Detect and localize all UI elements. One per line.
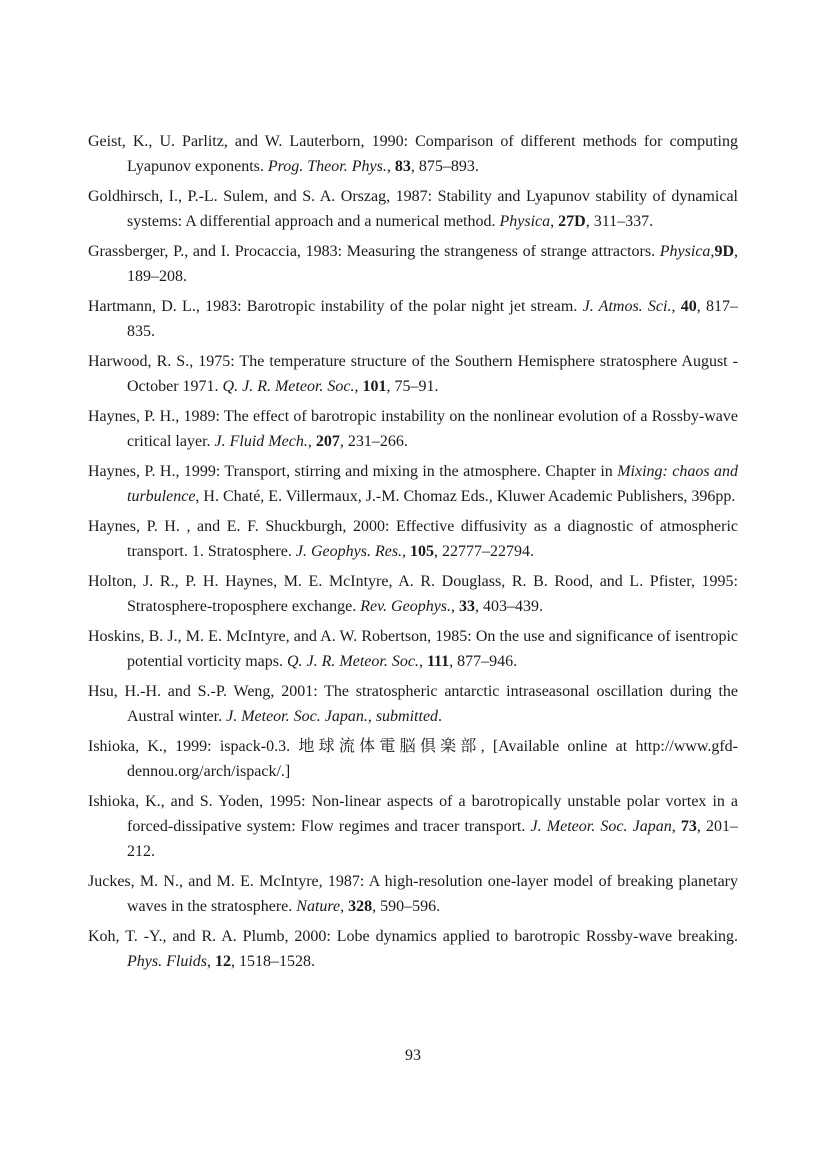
reference-segment: Geist, K., U. Parlitz, and W. Lauterborn, 1990: Comparison of different methods for computing Lyapunov exponents. xyxy=(88,133,738,175)
reference-segment: Holton, J. R., P. H. Haynes, M. E. McIntyre, A. R. Douglass, R. B. Rood, and L. Pfister, 1995: Stratosphere-troposphere exchange. xyxy=(88,573,738,615)
reference-segment: , 1518–1528. xyxy=(231,953,315,970)
reference-segment: Koh, T. -Y., and R. A. Plumb, 2000: Lobe dynamics applied to barotropic Rossby-wave breaking. xyxy=(88,928,738,945)
reference-segment: 105 xyxy=(410,543,435,560)
reference-segment: , xyxy=(402,543,411,560)
reference-segment: 27D xyxy=(558,213,586,230)
reference-segment: , xyxy=(307,433,316,450)
reference-segment: Haynes, P. H., 1999: Transport, stirring and mixing in the atmosphere. Chapter in xyxy=(88,463,618,480)
reference-item xyxy=(88,569,738,619)
reference-segment: , 875–893. xyxy=(410,158,479,175)
reference-segment: Nature xyxy=(296,898,341,915)
reference-segment: 83 xyxy=(394,158,411,175)
reference-segment: , 311–337. xyxy=(585,213,654,230)
reference-segment: , 22777–22794. xyxy=(434,543,535,560)
reference-segment: submitted xyxy=(375,708,439,725)
reference-segment: , xyxy=(451,598,460,615)
reference-segment: Ishioka, K., and S. Yoden, 1995: Non-linear aspects of a barotropically unstable polar vortex in a forced-dissipative system: Flow regimes and tracer transport. xyxy=(88,793,738,835)
reference-item xyxy=(88,734,738,784)
reference-segment: Ishioka, K., 1999: ispack-0.3. 地球流体電脳倶楽部, [Available online at http://www.gfd-dennou.org/arch/ispack/.] xyxy=(88,738,738,780)
reference-segment: , 231–266. xyxy=(339,433,408,450)
reference-segment: Hartmann, D. L., 1983: Barotropic instability of the polar night jet stream. xyxy=(88,298,583,315)
reference-segment: Haynes, P. H., 1989: The effect of barotropic instability on the nonlinear evolution of a Rossby-wave critical layer. xyxy=(88,408,738,450)
reference-segment: , xyxy=(671,298,681,315)
reference-item xyxy=(88,459,738,509)
reference-item xyxy=(88,679,738,729)
reference-segment: 207 xyxy=(315,433,340,450)
reference-segment: Hoskins, B. J., M. E. McIntyre, and A. W. Robertson, 1985: On the use and significance of isentropic potential vorticity maps. xyxy=(88,628,738,670)
reference-segment: 40 xyxy=(680,298,697,315)
reference-segment: Goldhirsch, I., P.-L. Sulem, and S. A. Orszag, 1987: Stability and Lyapunov stability of dynamical systems: A differential approach and a numerical method. xyxy=(88,188,738,230)
references-list xyxy=(88,129,738,979)
reference-segment: Grassberger, P., and I. Procaccia, 1983: Measuring the strangeness of strange attractors. xyxy=(88,243,660,260)
reference-segment: , 403–439. xyxy=(475,598,544,615)
reference-segment: , 817–835. xyxy=(127,298,739,340)
reference-segment: , 75–91. xyxy=(386,378,439,395)
reference-segment: 9D xyxy=(714,243,734,260)
reference-item xyxy=(88,184,738,234)
reference-item xyxy=(88,129,738,179)
reference-segment: Juckes, M. N., and M. E. McIntyre, 1987: A high-resolution one-layer model of breaking planetary waves in the stratosphere. xyxy=(88,873,738,915)
reference-item xyxy=(88,624,738,674)
reference-segment: 73 xyxy=(680,818,697,835)
reference-segment: J. Atmos. Sci. xyxy=(582,298,672,315)
page-number: 93 xyxy=(405,1047,421,1064)
reference-segment: J. Geophys. Res. xyxy=(295,543,403,560)
reference-item xyxy=(88,239,738,289)
reference-segment: , xyxy=(367,708,376,725)
reference-segment: Harwood, R. S., 1975: The temperature structure of the Southern Hemisphere stratosphere August - October 1971. xyxy=(88,353,738,395)
reference-segment: , xyxy=(671,818,681,835)
reference-segment: , xyxy=(340,898,349,915)
reference-segment: Prog. Theor. Phys. xyxy=(267,158,387,175)
reference-segment: , 189–208. xyxy=(127,243,738,285)
reference-item xyxy=(88,869,738,919)
reference-segment: Physica, xyxy=(659,243,715,260)
reference-segment: 33 xyxy=(459,598,476,615)
reference-segment: Rev. Geophys. xyxy=(360,598,452,615)
reference-segment: , xyxy=(550,213,559,230)
reference-segment: 111 xyxy=(426,653,450,670)
reference-segment: , 590–596. xyxy=(372,898,441,915)
reference-item xyxy=(88,404,738,454)
reference-segment: 101 xyxy=(362,378,387,395)
reference-segment: 328 xyxy=(348,898,373,915)
reference-segment: , 201–212. xyxy=(127,818,739,860)
reference-segment: . xyxy=(438,708,443,725)
reference-segment: 12 xyxy=(215,953,231,970)
reference-segment: J. Meteor. Soc. Japan xyxy=(530,818,672,835)
reference-segment: Q. J. R. Meteor. Soc. xyxy=(286,653,419,670)
reference-segment: Q. J. R. Meteor. Soc. xyxy=(222,378,355,395)
reference-item xyxy=(88,514,738,564)
reference-segment: Physica xyxy=(499,213,551,230)
reference-segment: , xyxy=(386,158,395,175)
reference-item xyxy=(88,789,738,864)
reference-segment: Phys. Fluids xyxy=(127,953,207,970)
reference-item xyxy=(88,349,738,399)
reference-segment: Mixing: chaos and turbulence xyxy=(127,463,739,505)
reference-segment: , xyxy=(354,378,363,395)
reference-segment: , xyxy=(418,653,427,670)
reference-segment: , xyxy=(207,953,215,970)
reference-segment: J. Fluid Mech. xyxy=(214,433,308,450)
reference-segment: Haynes, P. H. , and E. F. Shuckburgh, 2000: Effective diffusivity as a diagnostic of atmospheric transport. 1. Stratosphere. xyxy=(88,518,738,560)
reference-segment: , 877–946. xyxy=(449,653,518,670)
reference-item xyxy=(88,924,738,974)
reference-segment: , H. Chaté, E. Villermaux, J.-M. Chomaz Eds., Kluwer Academic Publishers, 396pp. xyxy=(195,488,736,505)
reference-segment: Hsu, H.-H. and S.-P. Weng, 2001: The stratospheric antarctic intraseasonal oscillation during the Austral winter. xyxy=(88,683,738,725)
reference-item xyxy=(88,294,738,344)
reference-segment: J. Meteor. Soc. Japan. xyxy=(226,708,368,725)
